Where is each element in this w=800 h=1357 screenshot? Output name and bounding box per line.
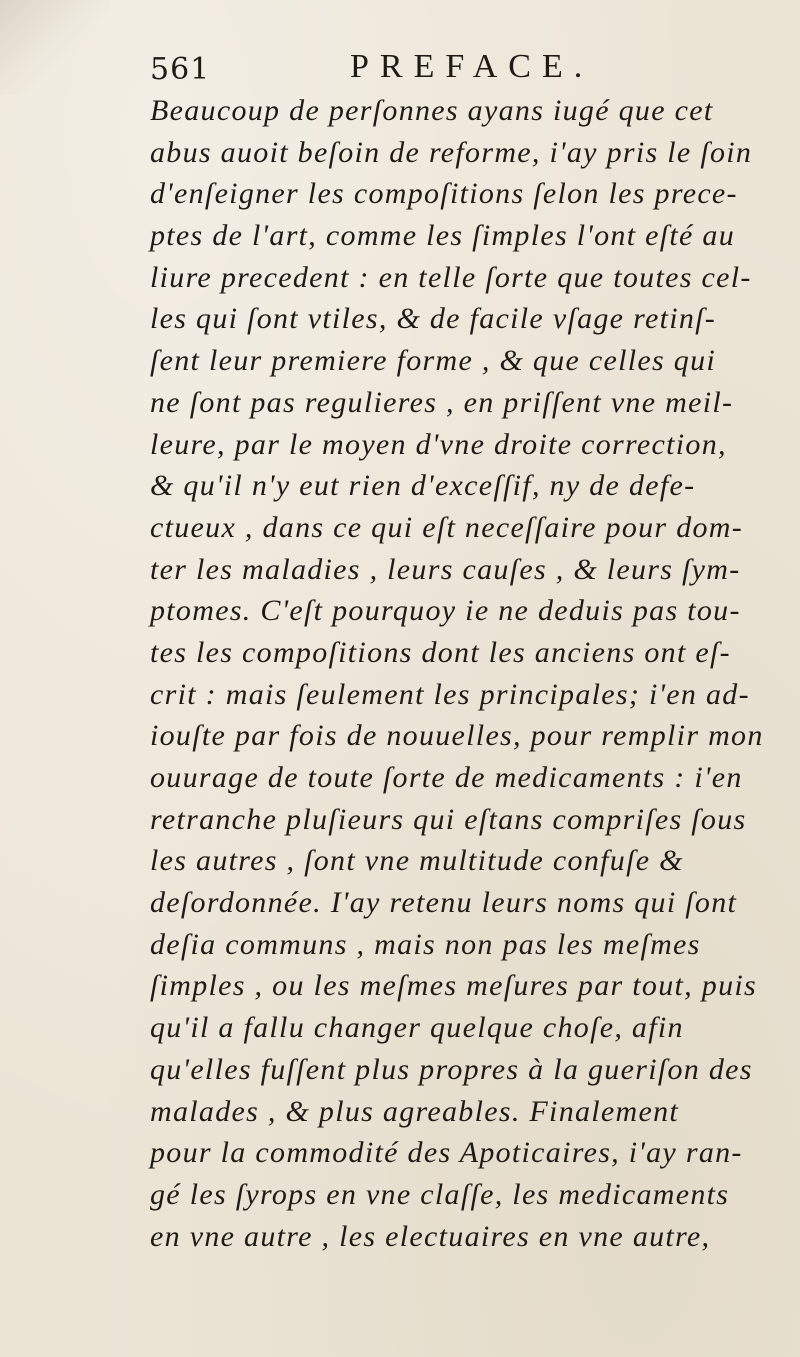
text-line: ptes de l'art, comme les ſimples l'ont eſté au xyxy=(150,219,736,253)
text-line: les qui ſont vtiles, & de facile vſage retinſ- xyxy=(150,302,717,336)
text-line: & qu'il n'y eut rien d'exceſſif, ny de defe- xyxy=(150,469,696,503)
text-line: gé les ſyrops en vne claſſe, les medicaments xyxy=(150,1177,730,1211)
text-line: Beaucoup de perſonnes ayans iugé que cet xyxy=(150,94,714,127)
text-line: qu'elles fuſſent plus propres à la gueriſon des xyxy=(150,1052,753,1086)
text-line: pour la commodité des Apoticaires, i'ay ran- xyxy=(150,1136,743,1170)
text-line: ptomes. C'eſt pourquoy ie ne deduis pas tou- xyxy=(150,594,741,628)
text-line: ne ſont pas regulieres , en priſſent vne meil- xyxy=(150,385,734,419)
text-line: deſia communs , mais non pas les meſmes xyxy=(150,927,701,961)
text-line: abus auoit beſoin de reforme, i'ay pris le ſoin xyxy=(150,135,753,169)
text-line: crit : mais ſeulement les principales; i'en ad- xyxy=(150,677,750,711)
text-line: tes les compoſitions dont les anciens ont eſ- xyxy=(150,635,731,669)
page-header xyxy=(150,48,670,92)
text-line: ouurage de toute ſorte de medicaments : i'en xyxy=(150,761,743,794)
text-line: iouſte par fois de nouuelles, pour remplir mon xyxy=(150,719,764,753)
text-line: ſent leur premiere forme , & que celles qui xyxy=(150,344,717,378)
body-text xyxy=(150,90,790,1257)
text-line: retranche pluſieurs qui eſtans compriſes ſous xyxy=(150,802,747,836)
text-line: d'enſeigner les compoſitions ſelon les prece- xyxy=(150,177,738,211)
page-corner-shadow xyxy=(0,0,110,95)
text-line: ctueux , dans ce qui eſt neceſſaire pour dom- xyxy=(150,510,744,544)
page-number: 561 xyxy=(150,52,211,87)
text-line: deſordonnée. I'ay retenu leurs noms qui ſont xyxy=(150,886,738,920)
text-line: leure, par le moyen d'vne droite correction, xyxy=(150,427,727,461)
text-line: qu'il a fallu changer quelque choſe, afin xyxy=(150,1011,684,1045)
text-line: en vne autre , les electuaires en vne autre, xyxy=(150,1219,711,1253)
text-line: les autres , ſont vne multitude confuſe & xyxy=(150,844,684,878)
text-line: ſimples , ou les meſmes meſures par tout, puis xyxy=(150,969,757,1003)
text-line: liure precedent : en telle ſorte que toutes cel- xyxy=(150,260,752,294)
running-title: PREFACE. xyxy=(350,48,594,85)
text-line: malades , & plus agreables. Finalement xyxy=(150,1094,680,1128)
text-line: ter les maladies , leurs cauſes , & leurs ſym- xyxy=(150,552,741,586)
